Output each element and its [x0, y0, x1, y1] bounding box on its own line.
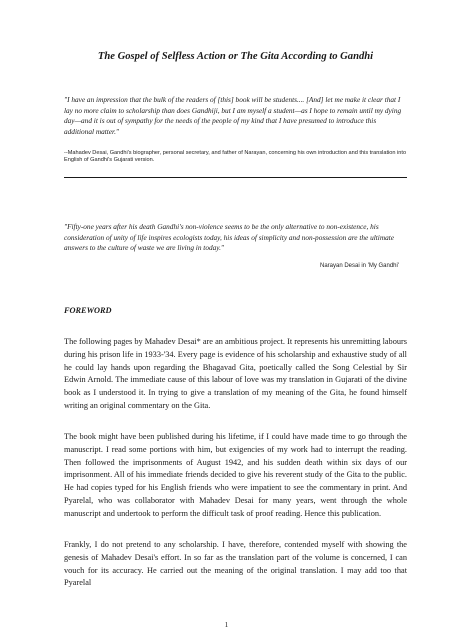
epigraph-quote-desai: "I have an impression that the bulk of the readers of [this] book will be students.... [And] let me make it clear that I lay no more claim to scholarship than does Gandhiji, but I am myself a student—as I hope to remain until my dying day—and it is out of sympathy for the needs of the people of my kind that I have presumed to introduce this additional matter." [64, 95, 402, 137]
document-title: The Gospel of Selfless Action or The Gita According to Gandhi [97, 51, 374, 62]
page-number: 1 [224, 620, 229, 629]
epigraph-attribution-desai: --Mahadev Desai, Gandhi's biographer, personal secretary, and father of Narayan, concerning his own introduction and this translation into English of Gandhi's Gujarati version. [64, 149, 407, 164]
section-heading-foreword: FOREWORD [64, 306, 112, 316]
foreword-paragraph: Frankly, I do not pretend to any scholarship. I have, therefore, contended myself with showing the genesis of Mahadev Desai's effort. In so far as the translation part of the volume is concerned, I can vouch for its accuracy. He carried out the meaning of the original translation. I may add too that Pyarelal [64, 540, 407, 588]
foreword-paragraph: The following pages by Mahadev Desai* are an ambitious project. It represents his unremitting labours during his prison life in 1933-'34. Every page is evidence of his scholarship and exhaustive study of all he could lay hands upon regarding the Bhagavad Gita, poetically called the Song Celestial by Sir Edwin Arnold. The immediate cause of this labour of love was my translation in Gujarati of the divine book as I understood it. In trying to give a translation of my meaning of the Gita, he found himself writing an original commentary on the Gita. [64, 337, 407, 410]
horizontal-divider [64, 177, 407, 178]
epigraph-quote-narayan: "Fifty-one years after his death Gandhi's non-violence seems to be the only alternative to non-existence, his consideration of unity of life inspires ecologists today, his ideas of simplicity and non-possession are the ultimate answers to the culture of waste we are living in today." [64, 222, 395, 253]
epigraph-attribution-narayan: Narayan Desai in 'My Gandhi' [320, 263, 399, 270]
foreword-paragraph: The book might have been published during his lifetime, if I could have made time to go through the manuscript. I read some portions with him, but exigencies of my work had to interrupt the reading. Then followed the imprisonments of August 1942, and his sudden death within six days of our imprisonment. All of his immediate friends decided to give his reverent study of the Gita to the public. He had copies typed for his English friends who were impatient to see the commentary in print. And Pyarelal, who was collaborator with Mahadev Desai for many years, went through the whole manuscript and undertook to perform the difficult task of proof reading. Hence this publication. [64, 432, 407, 518]
